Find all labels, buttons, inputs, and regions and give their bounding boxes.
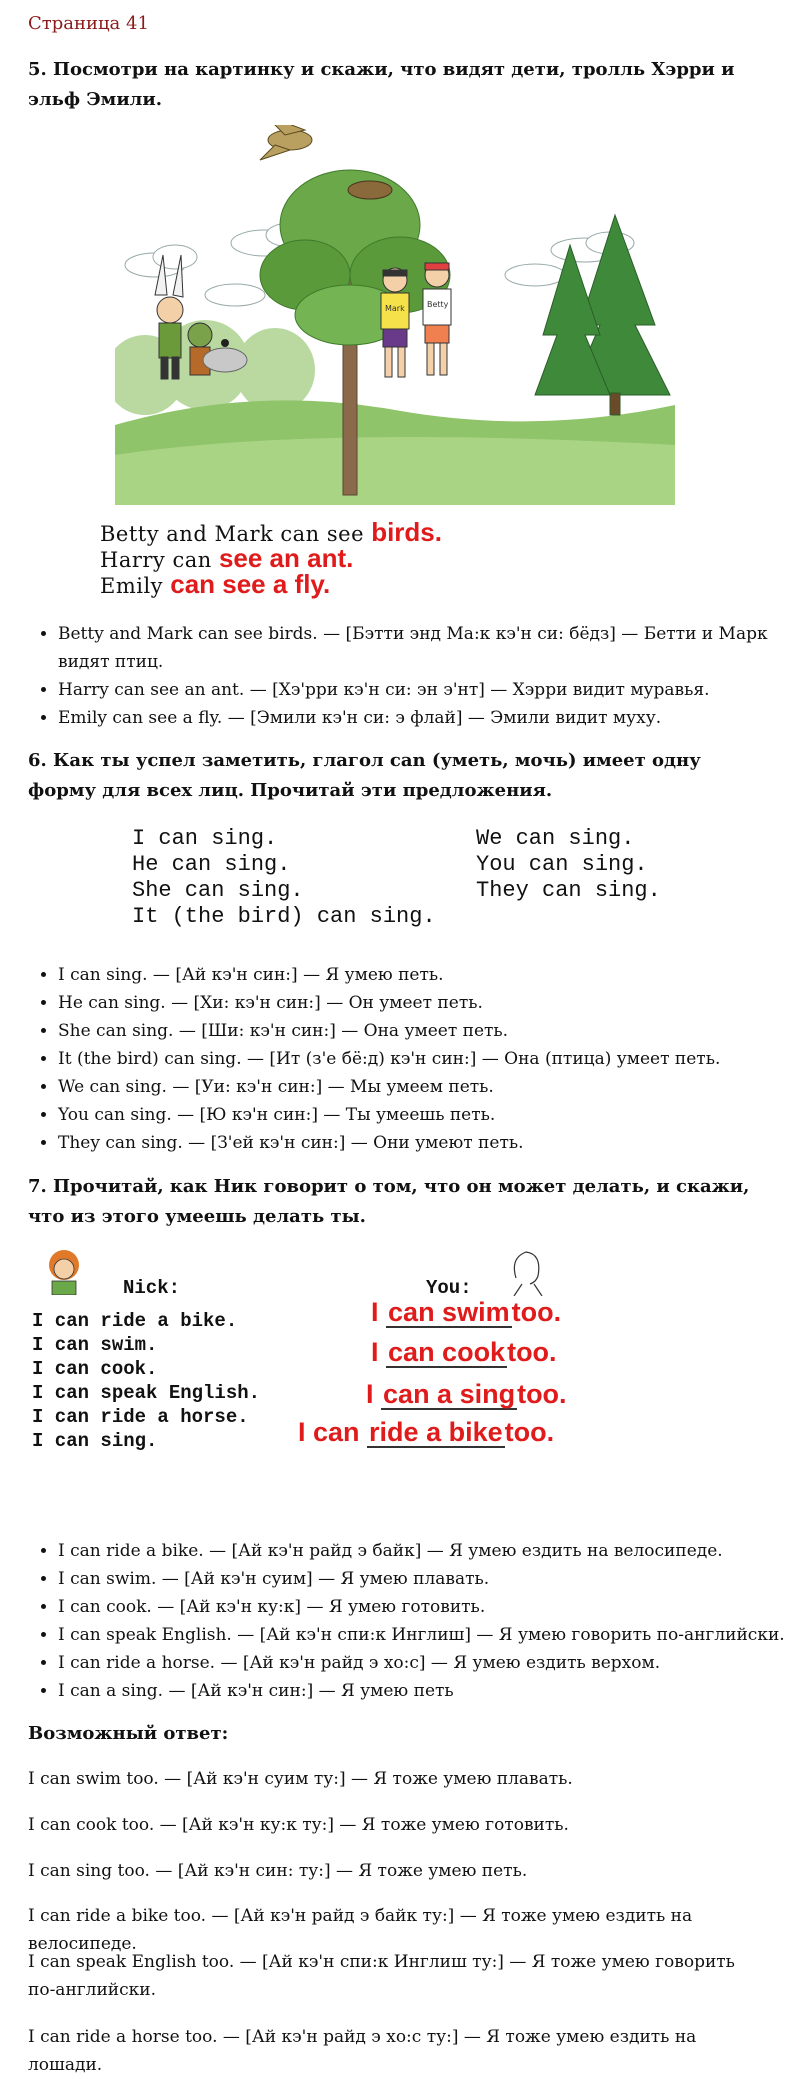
exercise-5-heading: 5. Посмотри на картинку и скажи, что видят дети, тролль Хэрри и эльф Эмили.	[28, 59, 735, 110]
nick-line-4: I can speak English.	[32, 1382, 261, 1404]
you-portrait-icon	[508, 1248, 546, 1296]
you-line-2: I can cooktoo.	[371, 1337, 557, 1367]
nest	[348, 181, 392, 199]
list-item: • You can sing. — [Ю кэ'н син:] — Ты умеешь петь.	[58, 1101, 785, 1129]
answer-line-1: I can swim too. — [Ай кэ'н суим ту:] — Я тоже умею плавать.	[28, 1769, 573, 1789]
ant	[221, 339, 229, 347]
ex6-bullets	[28, 961, 785, 1157]
nick-line-6: I can sing.	[32, 1430, 158, 1452]
ex5-answer-1: birds.	[371, 517, 442, 547]
answer-line-3: I can sing too. — [Ай кэ'н син: ту:] — Я тоже умею петь.	[28, 1861, 528, 1881]
list-item: • I can a sing. — [Ай кэ'н син:] — Я умею петь	[58, 1677, 785, 1705]
ex5-answer-3: can see a fly.	[170, 569, 331, 599]
exercise-5-illustration	[115, 125, 675, 505]
ex6-right-lines: We can sing. You can sing. They can sing.	[476, 826, 661, 903]
exercise-7-heading: 7. Прочитай, как Ник говорит о том, что он может делать, и скажи, что из этого умеешь делать ты.	[28, 1176, 750, 1227]
list-item: • Betty and Mark can see birds. — [Бэтти энд Ма:к кэ'н си: бёдз] — Бетти и Марк видят птиц.	[58, 620, 785, 676]
list-item: • Emily can see a fly. — [Эмили кэ'н си: э флай] — Эмили видит муху.	[58, 704, 785, 732]
page-label: Страница 41	[28, 13, 149, 34]
answer-line-4: I can ride a bike too. — [Ай кэ'н райд э байк ту:] — Я тоже умею ездить на велосипеде.	[28, 1906, 693, 1954]
list-item: • I can swim. — [Ай кэ'н суим] — Я умею плавать.	[58, 1565, 785, 1593]
list-item: • I can cook. — [Ай кэ'н ку:к] — Я умею готовить.	[58, 1593, 785, 1621]
you-line-1: I can swimtoo.	[371, 1297, 562, 1327]
nick-line-5: I can ride a horse.	[32, 1406, 249, 1428]
bird	[260, 125, 312, 160]
ex5-sentence-3: Emily can see a fly.	[100, 569, 331, 599]
list-item: • She can sing. — [Ши: кэ'н син:] — Она умеет петь.	[58, 1017, 785, 1045]
list-item: • I can speak English. — [Ай кэ'н спи:к Инглиш] — Я умею говорить по-английски.	[58, 1621, 785, 1649]
child-betty	[423, 263, 451, 375]
answer-line-2: I can cook too. — [Ай кэ'н ку:к ту:] — Я тоже умею готовить.	[28, 1815, 569, 1835]
ex5-answer-2: see an ant.	[218, 543, 354, 573]
nick-line-2: I can swim.	[32, 1334, 158, 1356]
nick-line-3: I can cook.	[32, 1358, 158, 1380]
list-item: • It (the bird) can sing. — [Ит (з'е бё:д) кэ'н син:] — Она (птица) умеет петь.	[58, 1045, 785, 1073]
possible-answer-label: Возможный ответ:	[28, 1723, 229, 1744]
list-item: • I can sing. — [Ай кэ'н син:] — Я умею петь.	[58, 961, 785, 989]
answer-line-5: I can speak English too. — [Ай кэ'н спи:к Инглиш ту:] — Я тоже умею говорить по-английски.	[28, 1952, 735, 2000]
nick-title: Nick:	[123, 1277, 181, 1299]
mark-shirt-label: Mark	[385, 304, 405, 313]
list-item: • I can ride a bike. — [Ай кэ'н райд э байк] — Я умею ездить на велосипеде.	[58, 1537, 785, 1565]
list-item: • They can sing. — [З'ей кэ'н син:] — Они умеют петь.	[58, 1129, 785, 1157]
list-item: • Harry can see an ant. — [Хэ'рри кэ'н си: эн э'нт] — Хэрри видит муравья.	[58, 676, 785, 704]
list-item: • I can ride a horse. — [Ай кэ'н райд э хо:с] — Я умею ездить верхом.	[58, 1649, 785, 1677]
you-title: You:	[426, 1277, 472, 1299]
child-mark	[381, 268, 409, 377]
ex7-bullets	[28, 1537, 785, 1705]
ex5-sentence-2: Harry can see an ant.	[100, 543, 354, 573]
list-item: • We can sing. — [Уи: кэ'н син:] — Мы умеем петь.	[58, 1073, 785, 1101]
exercise-6-heading: 6. Как ты успел заметить, глагол can (уметь, мочь) имеет одну форму для всех лиц. Прочитай эти предложения.	[28, 750, 701, 801]
you-line-3: I can a singtoo.	[366, 1379, 567, 1409]
nick-portrait-icon	[44, 1245, 84, 1295]
ex6-left-lines: I can sing. He can sing. She can sing. It (the bird) can sing.	[132, 826, 436, 929]
answer-line-6: I can ride a horse too. — [Ай кэ'н райд э хо:с ту:] — Я тоже умею ездить на лошади.	[28, 2027, 697, 2075]
you-line-4: I can ride a biketoo.	[298, 1417, 555, 1447]
ex5-sentence-1: Betty and Mark can see birds.	[100, 517, 442, 547]
list-item: • He can sing. — [Хи: кэ'н син:] — Он умеет петь.	[58, 989, 785, 1017]
betty-shirt-label: Betty	[427, 300, 449, 309]
stone	[203, 348, 247, 372]
nick-line-1: I can ride a bike.	[32, 1310, 238, 1332]
ex5-bullets	[28, 620, 785, 732]
